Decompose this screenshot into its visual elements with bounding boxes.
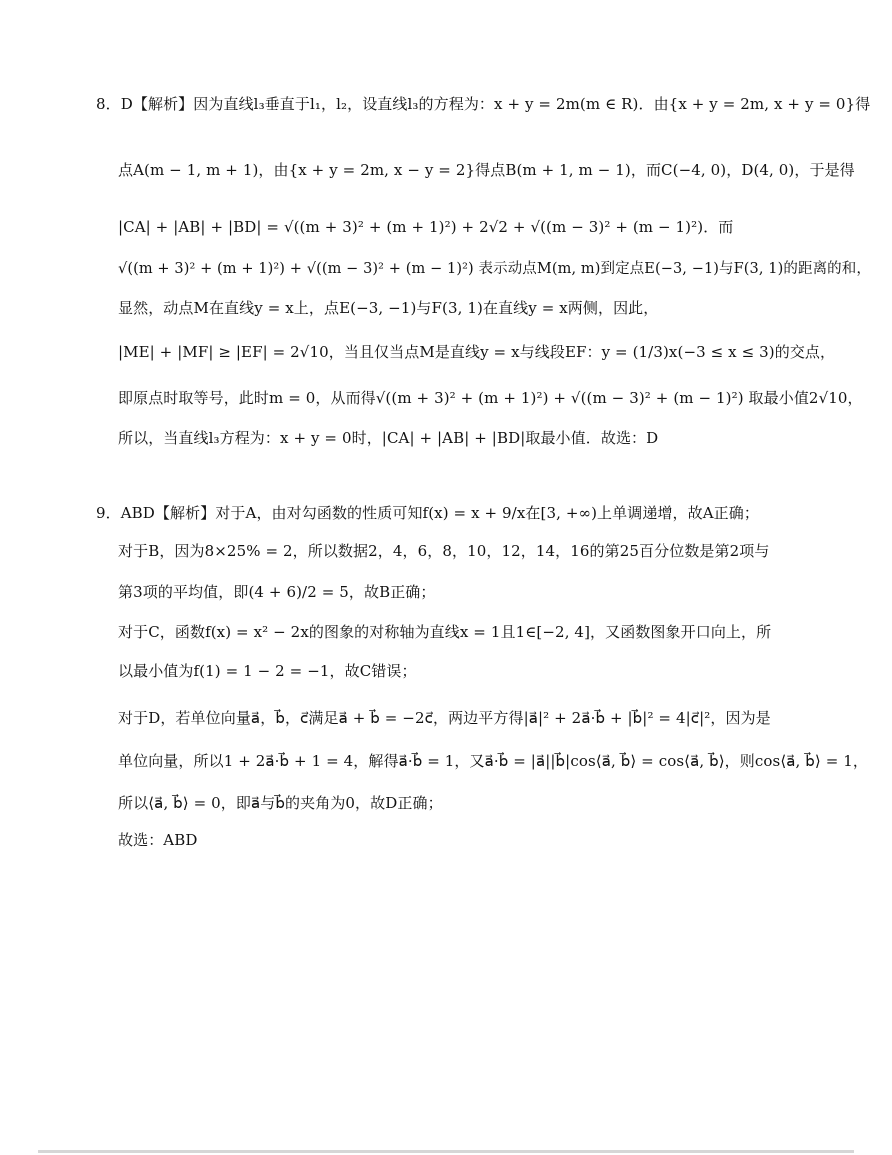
q8-line-8: 所以，当直线l₃方程为：x + y = 0时，|CA| + |AB| + |BD|取最小值．故选：D	[118, 429, 659, 447]
q9-line-6: 对于D，若单位向量a⃗，b⃗，c⃗满足a⃗ + b⃗ = −2c⃗，两边平方得|a⃗|² + 2a⃗·b⃗ + |b⃗|² = 4|c⃗|²，因为是	[118, 709, 771, 727]
q9-line-9: 故选：ABD	[118, 831, 198, 849]
q8-line-5: 显然，动点M在直线y = x上，点E(−3, −1)与F(3, 1)在直线y = x两侧，因此，	[118, 299, 659, 317]
q8-line-6: |ME| + |MF| ≥ |EF| = 2√10，当且仅当点M是直线y = x与线段EF：y = (1/3)x(−3 ≤ x ≤ 3)的交点，	[118, 343, 836, 361]
q9-line-8: 所以⟨a⃗, b⃗⟩ = 0，即a⃗与b⃗的夹角为0，故D正确；	[118, 794, 443, 812]
page-bottom-divider	[38, 1150, 854, 1153]
q8-line-7: 即原点时取等号，此时m = 0，从而得√((m + 3)² + (m + 1)²) + √((m − 3)² + (m − 1)²) 取最小值2√10，	[118, 389, 863, 407]
q9-line-5: 以最小值为f(1) = 1 − 2 = −1，故C错误；	[118, 662, 417, 680]
q9-line-2: 对于B，因为8×25% = 2，所以数据2，4，6，8，10，12，14，16的第25百分位数是第2项与	[118, 542, 770, 560]
q9-line-4: 对于C，函数f(x) = x² − 2x的图象的对称轴为直线x = 1且1∈[−2, 4]，又函数图象开口向上，所	[118, 623, 772, 641]
q8-line-2: 点A(m − 1, m + 1)，由{x + y = 2m, x − y = 2}得点B(m + 1, m − 1)，而C(−4, 0)，D(4, 0)，于是得	[118, 161, 855, 179]
q8-line-1: 8．D【解析】因为直线l₃垂直于l₁，l₂，设直线l₃的方程为：x + y = 2m(m ∈ R)．由{x + y = 2m, x + y = 0}得	[96, 95, 871, 113]
q9-line-1: 9．ABD【解析】对于A，由对勾函数的性质可知f(x) = x + 9/x在[3, +∞)上单调递增，故A正确；	[96, 504, 759, 522]
q8-line-3: |CA| + |AB| + |BD| = √((m + 3)² + (m + 1)²) + 2√2 + √((m − 3)² + (m − 1)²)．而	[118, 218, 734, 236]
q9-line-3: 第3项的平均值，即(4 + 6)/2 = 5，故B正确；	[118, 583, 436, 601]
q8-line-4: √((m + 3)² + (m + 1)²) + √((m − 3)² + (m − 1)²) 表示动点M(m, m)到定点E(−3, −1)与F(3, 1)的距离的和，	[118, 261, 871, 277]
q9-line-7: 单位向量，所以1 + 2a⃗·b⃗ + 1 = 4，解得a⃗·b⃗ = 1，又a⃗·b⃗ = |a⃗||b⃗|cos⟨a⃗, b⃗⟩ = cos⟨a⃗, b⃗⟩，则cos⟨a⃗, b⃗⟩ = 1，	[118, 752, 869, 770]
